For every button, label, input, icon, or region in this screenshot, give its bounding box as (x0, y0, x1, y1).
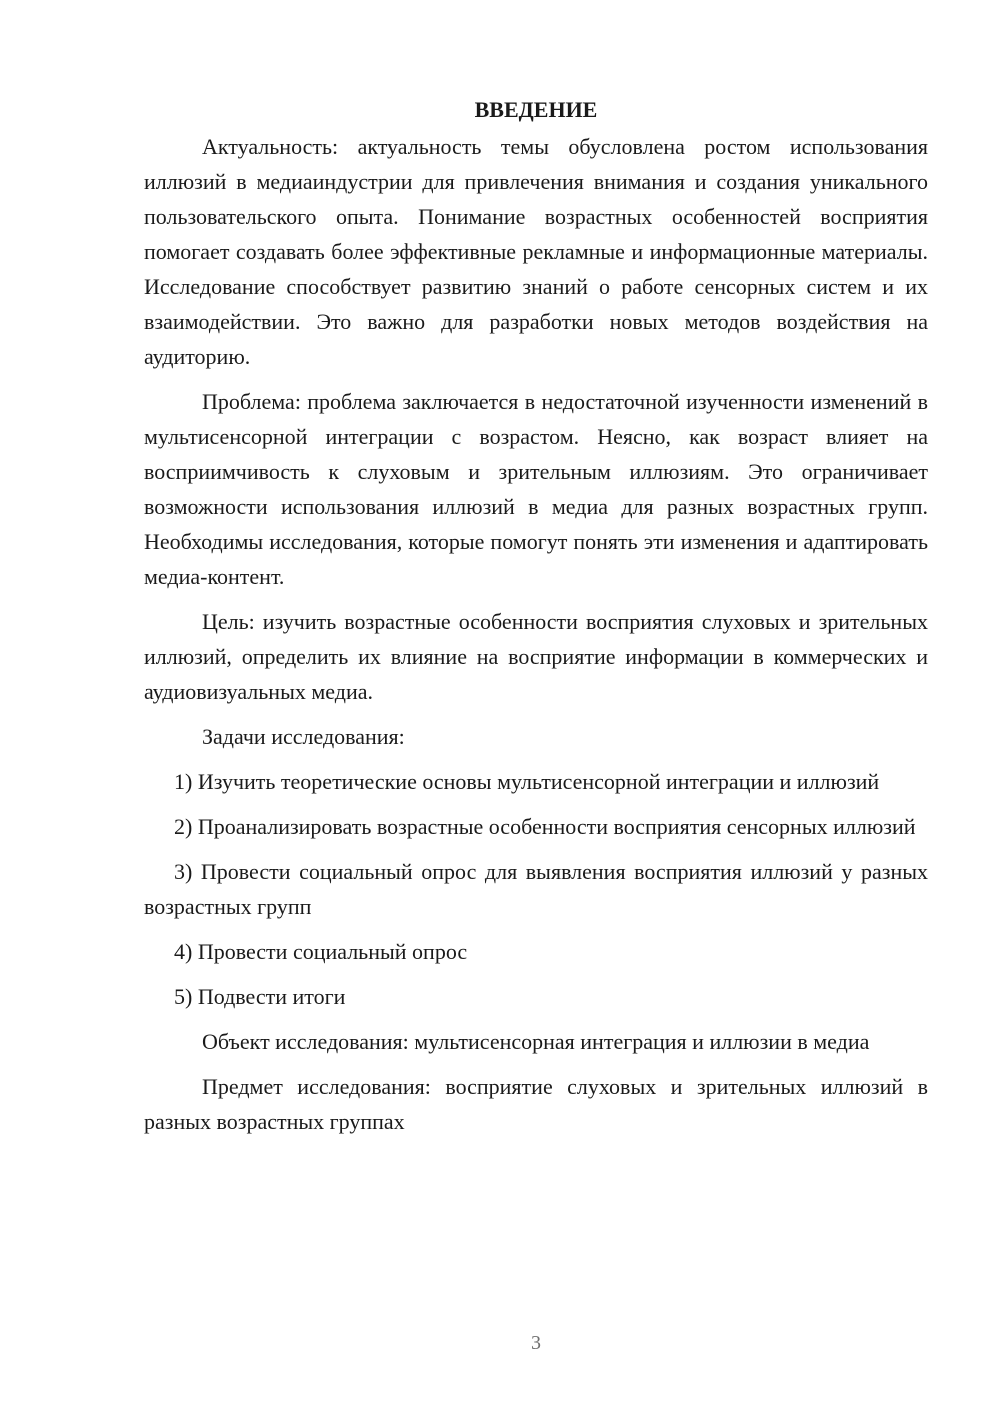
tasks-heading: Задачи исследования: (202, 724, 405, 749)
problem-paragraph: Проблема: проблема заключается в недостаточной изученности изменений в мультисенсорной интеграции с возрастом. Неясно, как возраст влияет на восприимчивость к слуховым и зрительным иллюзиям. Это ограничивает возможности использования иллюзий в медиа для разных возрастных групп. Необходимы исследования, которые помогут понять эти изменения и адаптировать медиа-контент. (144, 389, 928, 589)
task-item-5: 5) Подвести итоги (174, 984, 346, 1009)
goal-paragraph: Цель: изучить возрастные особенности восприятия слуховых и зрительных иллюзий, определить их влияние на восприятие информации в коммерческих и аудиовизуальных медиа. (144, 609, 928, 704)
task-item-2: 2) Проанализировать возрастные особенности восприятия сенсорных иллюзий (174, 814, 916, 839)
task-item-1: 1) Изучить теоретические основы мультисенсорной интеграции и иллюзий (174, 769, 880, 794)
relevance-paragraph: Актуальность: актуальность темы обусловлена ростом использования иллюзий в медиаиндустрии для привлечения внимания и создания уникального пользовательского опыта. Понимание возрастных особенностей восприятия помогает создавать более эффективные рекламные и информационные материалы. Исследование способствует развитию знаний о работе сенсорных систем и их взаимодействии. Это важно для разработки новых методов воздействия на аудиторию. (144, 134, 928, 369)
object-paragraph: Объект исследования: мультисенсорная интеграция и иллюзии в медиа (202, 1029, 870, 1054)
page-number: 3 (531, 1332, 541, 1354)
subject-paragraph: Предмет исследования: восприятие слуховых и зрительных иллюзий в разных возрастных группах (144, 1074, 928, 1134)
task-item-4: 4) Провести социальный опрос (174, 939, 468, 964)
document-page (144, 92, 928, 1149)
page-title: ВВЕДЕНИЕ (474, 97, 598, 122)
task-item-3: 3) Провести социальный опрос для выявления восприятия иллюзий у разных возрастных групп (144, 859, 928, 919)
